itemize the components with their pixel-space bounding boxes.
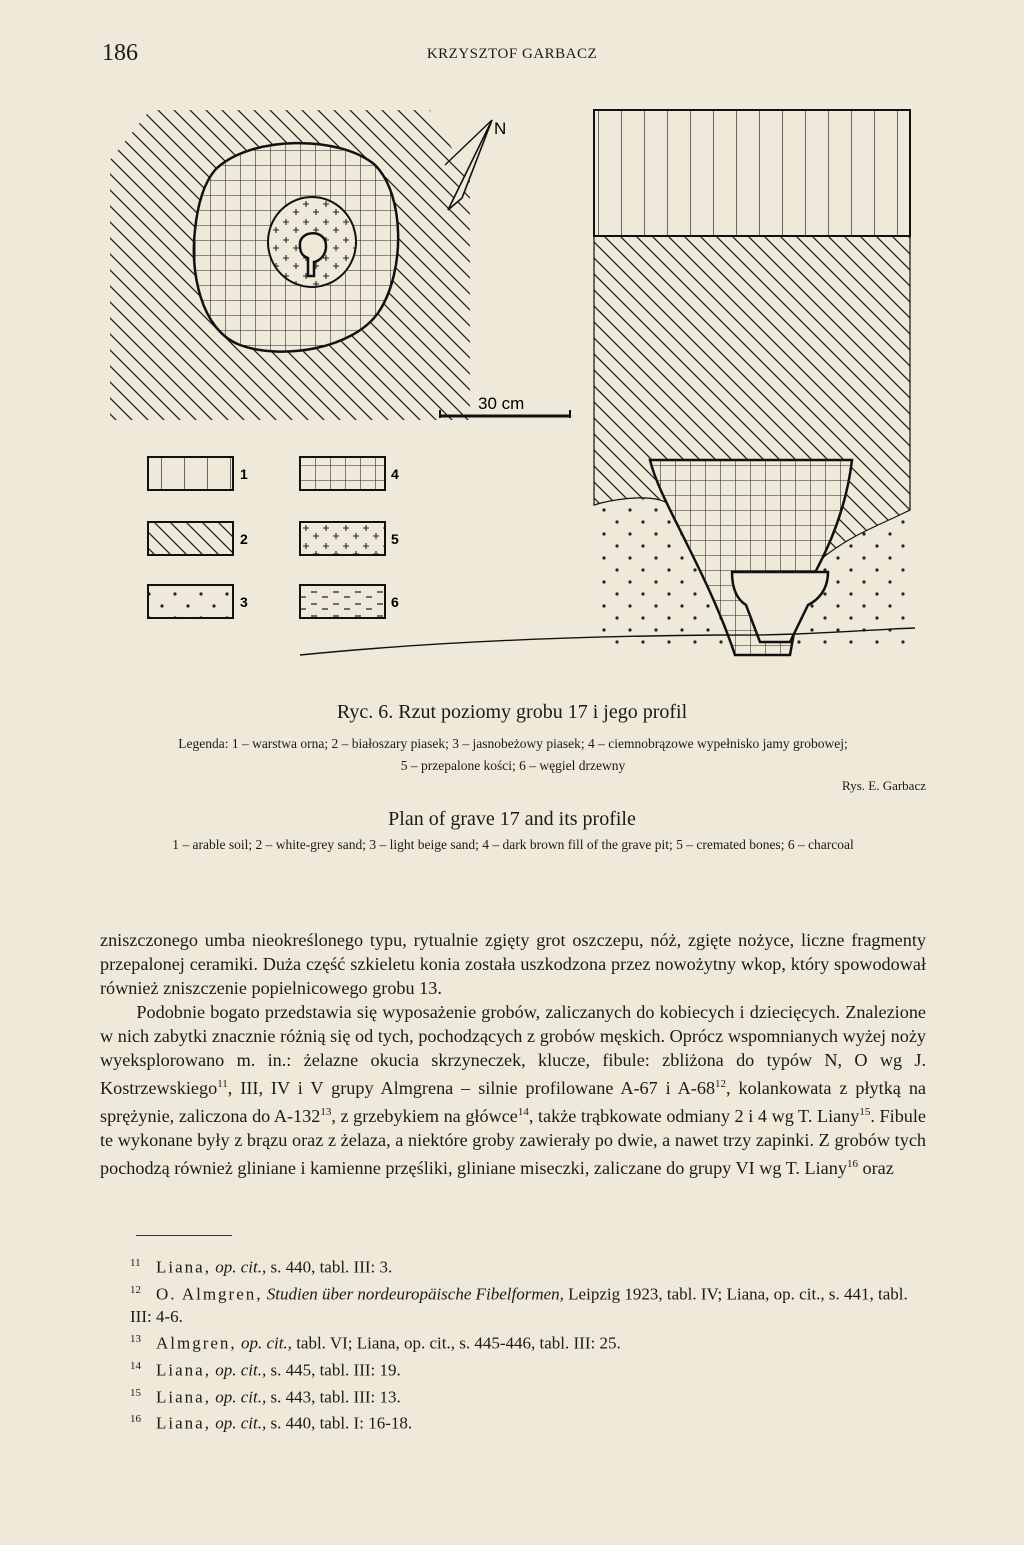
paragraph-2-text: Podobnie bogato przedstawia się wyposażenie grobów, zaliczanych do kobiecych i dziecięcych. Znalezione w nich zabytki znacznie różnią się od tych, pochodzących z grobów męskich. Oprócz wspomnianych wyżej noży wyeksplorowano m. in.: żelazne okucia skrzyneczek, klucze, fibule: zbliżona do typów N, O wg J. Kostrzewskiego [100, 1002, 926, 1099]
legend-swatch-6 [300, 585, 385, 618]
footnote-ref-16: 16 [846, 1158, 858, 1171]
caption-legend-pl [98, 733, 928, 777]
paragraph-2-text: , kolankowata z płytką na sprężynie, zaliczona do A-132 [100, 1078, 926, 1127]
legend-number-1: 1 [240, 466, 248, 482]
body-text [100, 928, 926, 1180]
caption-title-en: Plan of grave 17 and its profile [388, 808, 636, 830]
footnote-author: Liana, [156, 1413, 211, 1433]
caption-title-pl: Ryc. 6. Rzut poziomy grobu 17 i jego profil [336, 701, 688, 723]
paragraph-2-text: oraz [857, 1158, 894, 1179]
footnote-number: 12 [130, 1283, 141, 1296]
footnote-ref-14: 14 [517, 1106, 529, 1119]
legend-number-2: 2 [240, 531, 248, 547]
paragraph-2-text: , także trąbkowate odmiany 2 i 4 wg T. Liany [528, 1106, 860, 1127]
footnote-ref-12: 12 [715, 1078, 727, 1090]
paragraph-2-text: . Fibule te wykonane były z brązu oraz z żelaza, a niektóre groby zawierały po dwie, a nawet trzy zapinki. Z grobów tych pochodzą również gliniane i kamienne przęśliki, gliniane miseczki, zaliczane do grupy VI wg T. Liany [100, 1106, 927, 1179]
north-label: N [494, 119, 507, 138]
grave-plan-figure [0, 90, 1024, 700]
drawing-credit: Rys. E. Garbacz [842, 778, 926, 793]
footnote-rule [136, 1235, 232, 1236]
legend-swatch-5 [300, 522, 385, 555]
footnote-number: 15 [130, 1386, 141, 1399]
footnote-author: O. Almgren, [156, 1284, 263, 1304]
footnote-ref: op. cit., [210, 1360, 267, 1380]
footnote-number: 13 [130, 1333, 141, 1346]
legend-number-4: 4 [391, 466, 399, 482]
paragraph-2 [100, 1000, 926, 1180]
paragraph-2-text: , z grzebykiem na główce [331, 1106, 518, 1127]
footnote-number: 11 [130, 1257, 141, 1269]
caption-legend-pl-line-1: Legenda: 1 – warstwa orna; 2 – białoszary piasek; 3 – jasnobeżowy piasek; 4 – ciemnobrązowe wypełnisko jamy grobowej; [178, 736, 848, 751]
footnote-number: 14 [130, 1359, 141, 1372]
legend-swatch-1 [148, 457, 233, 490]
legend-swatch-2 [148, 522, 233, 555]
footnote-11 [130, 1252, 930, 1279]
caption-legend-pl-line-2: 5 – przepalone kości; 6 – węgiel drzewny [400, 758, 626, 773]
footnote-author: Almgren, [156, 1333, 237, 1353]
footnote-ref: Studien über nordeuropäische Fibelformen, [262, 1284, 564, 1304]
legend-swatch-3 [148, 585, 233, 618]
plan-view [100, 100, 570, 430]
footnote-ref: op. cit., [236, 1333, 292, 1353]
footnote-ref-13: 13 [320, 1106, 332, 1119]
legend-number-6: 6 [391, 594, 399, 610]
paragraph-2-text: , III, IV i V grupy Almgrena – silnie profilowane A-67 i A-68 [227, 1078, 716, 1099]
footnote-12 [130, 1279, 930, 1329]
running-head: KRZYSZTOF GARBACZ [426, 46, 598, 62]
footnote-ref-11: 11 [217, 1078, 228, 1090]
footnote-rest: Leipzig 1923, tabl. IV; Liana, op. cit., s. 441, tabl. III: 4-6. [130, 1284, 908, 1327]
footnote-ref-15: 15 [859, 1106, 871, 1119]
footnote-ref: op. cit., [210, 1257, 267, 1277]
footnote-rest: s. 440, tabl. I: 16-18. [266, 1413, 413, 1433]
footnote-number: 16 [130, 1413, 141, 1426]
scale-label: 30 cm [478, 394, 525, 413]
paragraph-1: zniszczonego umba nieokreślonego typu, rytualnie zgięty grot oszczepu, nóż, zgięte nożyce, liczne fragmenty przepalonej ceramiki. Duża część szkieletu konia została uszkodzona przez nowożytny wkop, który spowodował również zniszczenie popielnicowego grobu 13. [100, 930, 926, 998]
footnote-rest: s. 440, tabl. III: 3. [266, 1257, 393, 1277]
footnote-author: Liana, [156, 1257, 211, 1277]
legend-boxes [148, 457, 385, 618]
legend-swatch-4 [300, 457, 385, 490]
footnote-ref: op. cit., [210, 1413, 267, 1433]
footnote-author: Liana, [156, 1360, 211, 1380]
legend-number-3: 3 [240, 594, 248, 610]
footnote-ref: op. cit., [210, 1387, 267, 1407]
legend-number-5: 5 [391, 531, 399, 547]
page-number: 186 [102, 40, 138, 66]
footnote-rest: tabl. VI; Liana, op. cit., s. 445-446, tabl. III: 25. [291, 1333, 621, 1353]
footnote-rest: s. 443, tabl. III: 13. [266, 1387, 401, 1407]
footnotes [130, 1252, 930, 1435]
footnote-13 [130, 1328, 930, 1355]
footnote-15 [130, 1382, 930, 1409]
caption-legend-en: 1 – arable soil; 2 – white-grey sand; 3 – light beige sand; 4 – dark brown fill of the grave pit; 5 – cremated bones; 6 – charcoal [172, 837, 854, 852]
footnote-16 [130, 1408, 930, 1435]
footnote-rest: s. 445, tabl. III: 19. [266, 1360, 401, 1380]
footnote-author: Liana, [156, 1387, 211, 1407]
footnote-14 [130, 1355, 930, 1382]
